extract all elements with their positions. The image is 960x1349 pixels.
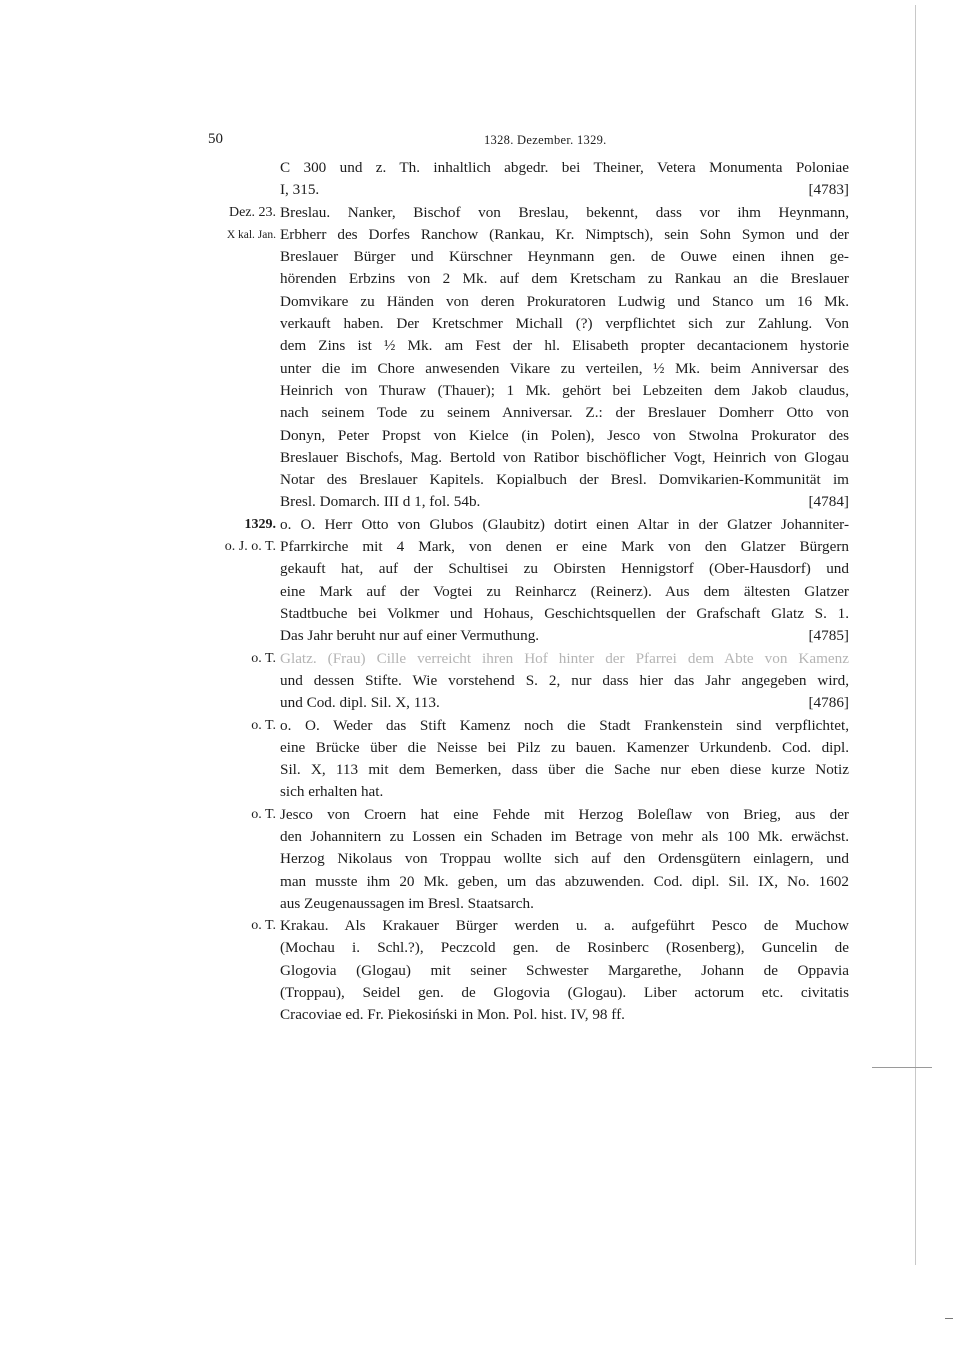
text-line	[280, 692, 849, 714]
regest-text	[280, 514, 849, 648]
text-line: Domvikare zu Händen von deren Prokuratoren Ludwig und Stanco um 16 Mk.	[280, 292, 849, 310]
text-line: eine Brücke über die Neisse bei Pilz zu bauen. Kamenzer Urkundenb. Cod. dipl.	[280, 738, 849, 756]
page-edge-right	[915, 5, 916, 1265]
text-line: Breslau. Nanker, Bischof von Breslau, bekennt, dass vor ihm Heynmann,	[280, 203, 849, 221]
text-line: Heinrich von Thuraw (Thauer); 1 Mk. gehört bei Lebzeiten dem Jakob claudus,	[280, 381, 849, 399]
text-line: Glogovia (Glogau) mit seiner Schwester Margarethe, Johann de Oppavia	[280, 961, 849, 979]
regest-text	[280, 715, 849, 804]
regest-text	[280, 157, 849, 202]
text-line: eine Mark auf der Vogtei zu Reinharcz (Reinerz). Aus dem ältesten Glatzer	[280, 582, 849, 600]
text-line-content: und Cod. dipl. Sil. X, 113.	[280, 694, 440, 712]
scan-mark	[945, 1318, 953, 1319]
page-header	[0, 131, 960, 153]
text-line-content: Das Jahr beruht nur auf einer Vermuthung.	[280, 627, 540, 645]
text-line: verkauft haben. Der Kretschmer Michall (?) verpflichtet sich zur Zahlung. Von	[280, 315, 849, 333]
text-line: (Mochau i. Schl.?), Peczcold gen. de Rosinberc (Rosenberg), Guncelin de	[280, 939, 849, 957]
text-line: Breslauer Bischofs, Mag. Bertold von Ratibor bischöflicher Vogt, Heinrich von Glogau	[280, 448, 849, 466]
text-line-content: Bresl. Domarch. III d 1, fol. 54b.	[280, 493, 481, 511]
text-line: (Troppau), Seidel gen. de Glogovia (Glogau). Liber actorum etc. civitatis	[280, 984, 849, 1002]
text-line: man musste ihm 20 Mk. geben, um das abzuwenden. Cod. dipl. Sil. IX, No. 1602	[280, 872, 849, 890]
text-line	[280, 625, 849, 647]
text-line: dem Zins ist ½ Mk. am Fest der hl. Elisabeth propter decantacionem hystorie	[280, 337, 849, 355]
margin-date-line: X kal. Jan.	[226, 228, 276, 241]
page-edge-bottom	[872, 1067, 932, 1068]
running-head: 1328. Dezember. 1329.	[484, 133, 607, 147]
text-line	[280, 491, 849, 513]
text-line: Donyn, Peter Propst von Kielce (in Polen), Jesco von Stwolna Prokurator des	[280, 426, 849, 444]
text-line: und dessen Stifte. Wie vorstehend S. 2, nur dass hier das Jahr angegeben wird,	[280, 671, 849, 689]
margin-date-line: 1329.	[244, 516, 276, 532]
text-line	[280, 179, 849, 201]
margin-date	[198, 715, 276, 737]
text-line: Stadtbuche bei Volkmer und Hohaus, Geschichtsquellen der Grafschaft Glatz S. 1.	[280, 604, 849, 622]
text-line: Cracoviae ed. Fr. Piekosiński in Mon. Pol. hist. IV, 98 ff.	[280, 1006, 625, 1024]
margin-date-line: o. T.	[251, 806, 276, 822]
text-line: Krakau. Als Krakauer Bürger werden u. a. aufgeführt Pesco de Muchow	[280, 917, 849, 935]
text-line: C 300 und z. Th. inhaltlich abgedr. bei Theiner, Vetera Monumenta Poloniae	[280, 159, 849, 176]
text-line-content: I, 315.	[280, 181, 320, 199]
regest-text	[280, 648, 849, 715]
margin-date	[198, 514, 276, 559]
regest-number: [4783]	[808, 181, 849, 199]
margin-date-line: o. T.	[251, 717, 276, 733]
text-line: Notar des Breslauer Kapitels. Kopialbuch der Bresl. Domvikarien-Kommunität im	[280, 471, 849, 489]
regest-text	[280, 202, 849, 514]
text-line: hörenden Erbzins von 2 Mk. auf dem Kretscham zu Rankau an die Breslauer	[280, 270, 849, 288]
text-line: sich erhalten hat.	[280, 783, 384, 801]
margin-date-line: o. J. o. T.	[224, 539, 276, 555]
page-number: 50	[208, 131, 223, 147]
text-line: Glatz. (Frau) Cille verreicht ihren Hof hinter der Pfarrei dem Abte von Kamenz	[280, 649, 849, 667]
text-line: Breslauer Bürger und Kürschner Heynmann gen. de Ouwe einen ihnen ge-	[280, 248, 849, 266]
margin-date-line: o. T.	[251, 650, 276, 666]
text-line: Sil. X, 113 mit dem Bemerken, dass über die Sache nur eben diese kurze Notiz	[280, 761, 849, 779]
regest-text	[280, 915, 849, 1026]
regest-text	[280, 804, 849, 915]
margin-date-line: Dez. 23.	[228, 204, 276, 220]
text-line: aus Zeugenaussagen im Bresl. Staatsarch.	[280, 894, 534, 912]
margin-date	[198, 648, 276, 670]
text-line: o. O. Weder das Stift Kamenz noch die Stadt Frankenstein sind verpflichtet,	[280, 716, 849, 734]
margin-date-line: o. T.	[251, 918, 276, 934]
margin-date	[198, 915, 276, 937]
text-line: Erbherr des Dorfes Ranchow (Rankau, Kr. Nimptsch), sein Sohn Symon und der	[280, 225, 849, 243]
text-line: Herzog Nikolaus von Troppau wollte sich auf den Ordensgütern einlagern, und	[280, 850, 849, 868]
text-line: nach seinem Tode zu seinem Anniversar. Z.: der Breslauer Domherr Otto von	[280, 404, 849, 422]
text-line: o. O. Herr Otto von Glubos (Glaubitz) dotirt einen Altar in der Glatzer Johanniter-	[280, 515, 849, 533]
text-line: den Johannitern zu Lossen ein Schaden im Betrage von mehr als 100 Mk. erwächst.	[280, 827, 849, 845]
text-line: gekauft hat, auf der Schultisei zu Obirsten Hennigstorf (Ober-Hausdorf) und	[280, 560, 849, 578]
regest-number: [4784]	[808, 493, 849, 511]
margin-date	[198, 202, 276, 247]
margin-date	[198, 804, 276, 826]
text-line: Jesco von Croern hat eine Fehde mit Herzog Boleſlaw von Brieg, aus der	[280, 805, 849, 823]
regest-number: [4786]	[808, 694, 849, 712]
text-line: Pfarrkirche mit 4 Mark, von denen er eine Mark von den Glatzer Bürgern	[280, 538, 849, 556]
text-line: unter die im Chore anwesenden Vikare zu verteilen, ½ Mk. beim Anniversar des	[280, 359, 849, 377]
regest-number: [4785]	[808, 627, 849, 645]
